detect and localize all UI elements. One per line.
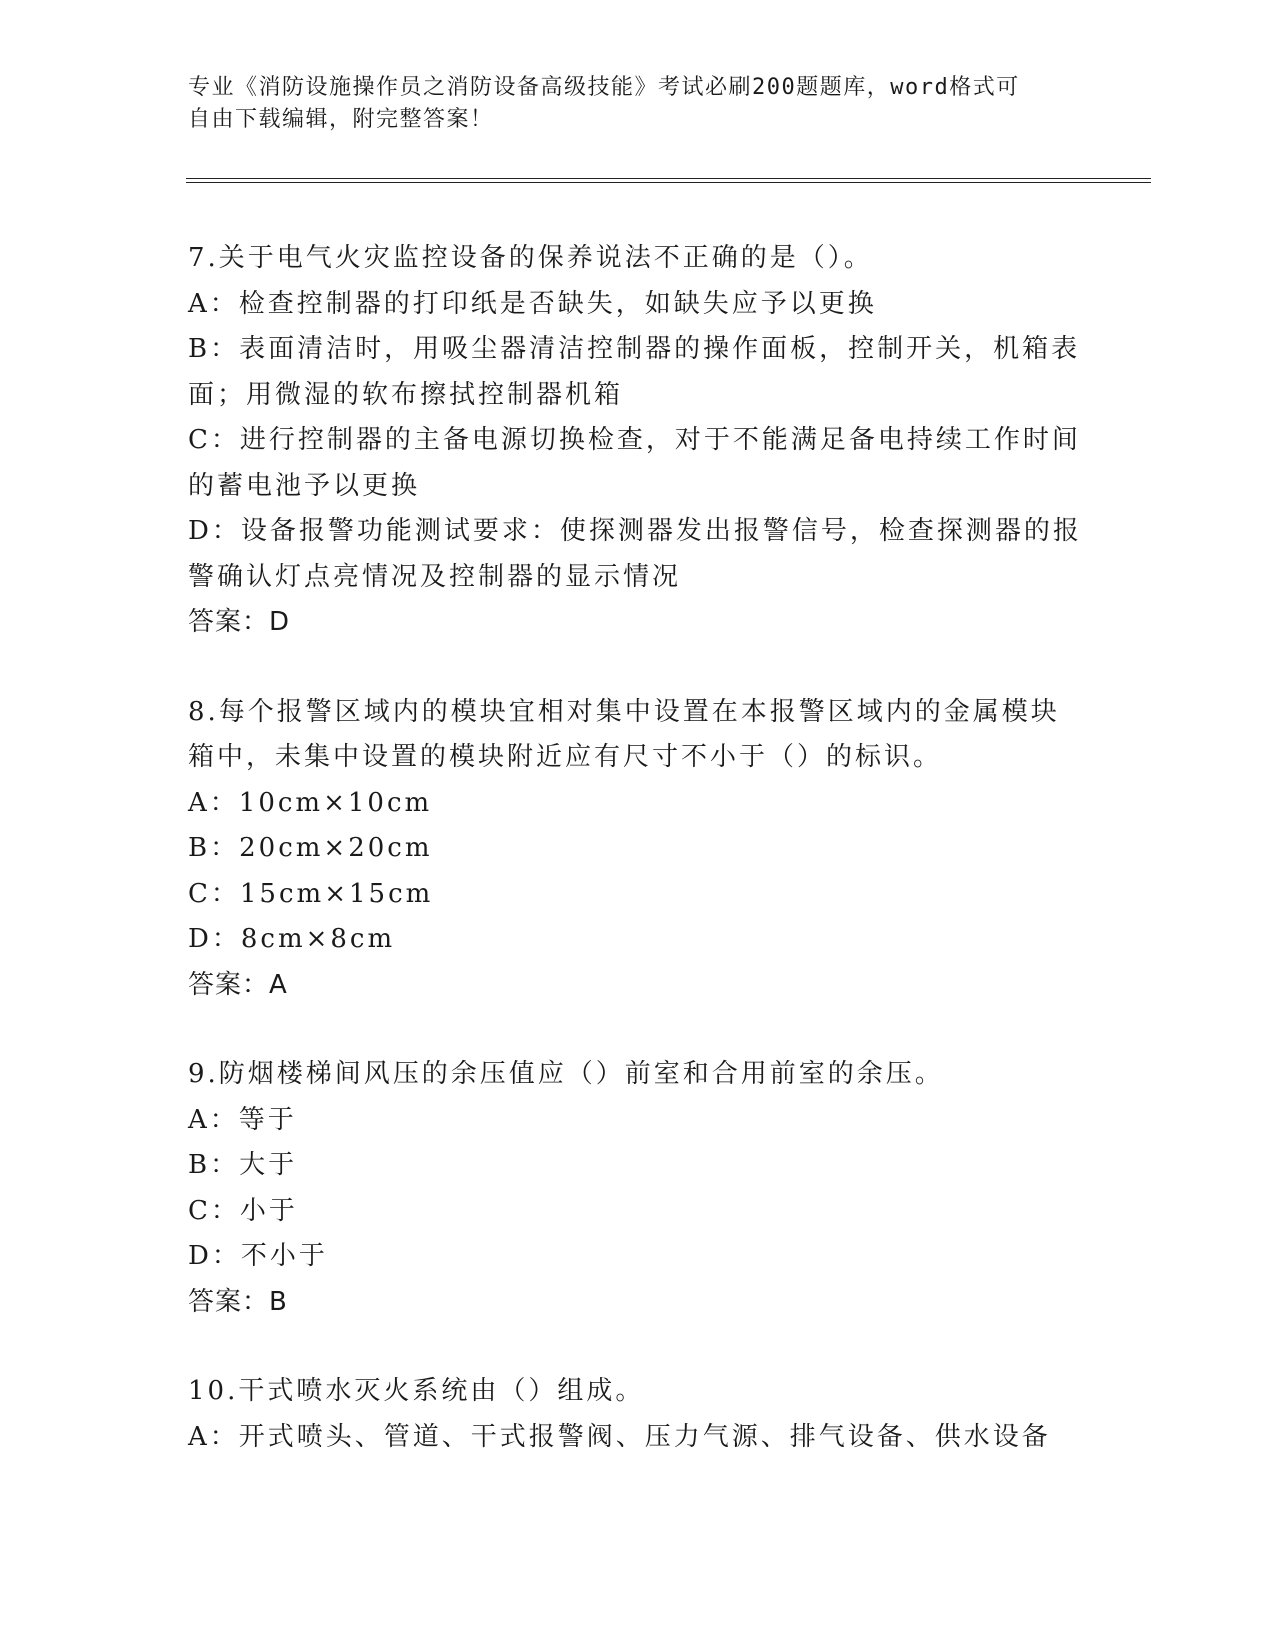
question-8 — [188, 690, 1088, 1009]
question-spacer — [188, 1008, 1088, 1052]
option-d: D：不小于 — [188, 1241, 328, 1271]
question-stem-continued: 箱中，未集中设置的模块附近应有尺寸不小于（）的标识。 — [188, 742, 943, 772]
header-divider — [186, 178, 1151, 183]
option-c: C：小于 — [188, 1195, 298, 1226]
question-stem: 10.干式喷水灭火系统由（）组成。 — [188, 1376, 645, 1406]
question-9 — [188, 1052, 1088, 1325]
option-d: D：8cm×8cm — [188, 924, 396, 954]
answer: 答案：A — [188, 969, 288, 1000]
question-spacer — [188, 1325, 1088, 1369]
option-c: C：15cm×15cm — [188, 878, 434, 909]
option-c: C：进行控制器的主备电源切换检查，对于不能满足备电持续工作时间 — [188, 425, 1081, 455]
question-stem: 7.关于电气火灾监控设备的保养说法不正确的是（）。 — [188, 243, 873, 273]
answer: 答案：D — [188, 607, 291, 637]
header-line-1: 专业《消防设施操作员之消防设备高级技能》考试必刷200题题库，word格式可 — [188, 75, 1020, 100]
question-stem: 8.每个报警区域内的模块宜相对集中设置在本报警区域内的金属模块 — [188, 696, 1060, 727]
option-b: B：大于 — [188, 1150, 298, 1180]
option-c-continued: 的蓄电池予以更换 — [188, 470, 421, 501]
answer: 答案：B — [188, 1286, 288, 1317]
question-stem: 9.防烟楼梯间风压的余压值应（）前室和合用前室的余压。 — [188, 1059, 944, 1089]
option-a: A：等于 — [188, 1104, 297, 1135]
question-7 — [188, 236, 1088, 646]
question-list — [188, 236, 1088, 1460]
option-a: A：开式喷头、管道、干式报警阀、压力气源、排气设备、供水设备 — [188, 1421, 1051, 1452]
question-10 — [188, 1369, 1088, 1460]
option-a: A：10cm×10cm — [188, 787, 433, 818]
option-b: B：表面清洁时，用吸尘器清洁控制器的操作面板，控制开关，机箱表 — [188, 334, 1081, 364]
header-line-2: 自由下载编辑，附完整答案！ — [188, 107, 494, 132]
option-d: D：设备报警功能测试要求：使探测器发出报警信号，检查探测器的报 — [188, 516, 1082, 546]
document-header — [188, 72, 1088, 136]
question-spacer — [188, 646, 1088, 690]
option-a: A：检查控制器的打印纸是否缺失，如缺失应予以更换 — [188, 288, 877, 319]
option-b: B：20cm×20cm — [188, 833, 433, 863]
option-d-continued: 警确认灯点亮情况及控制器的显示情况 — [188, 561, 682, 592]
option-b-continued: 面；用微湿的软布擦拭控制器机箱 — [188, 379, 624, 410]
